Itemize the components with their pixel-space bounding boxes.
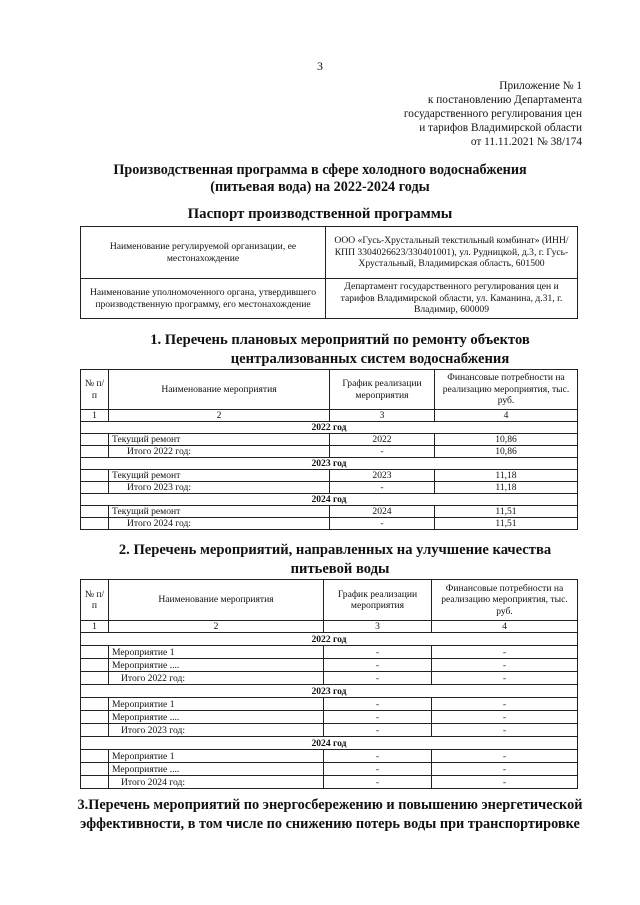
col-header-name: Наименование мероприятия xyxy=(109,370,330,410)
passport-label: Наименование регулируемой организации, ее местонахождение xyxy=(81,227,326,279)
table-colnum-row xyxy=(81,410,578,422)
year-label: 2023 год xyxy=(81,685,578,698)
item-finance: 11,51 xyxy=(435,506,578,518)
total-label: Итого 2023 год: xyxy=(109,482,330,494)
table-row xyxy=(81,227,578,279)
section-heading-line: питьевой воды xyxy=(290,561,390,577)
passport-label: Наименование уполномоченного органа, утвердившего производственную программу, его местонахождение xyxy=(81,279,326,319)
cell xyxy=(81,763,109,776)
year-row xyxy=(81,685,578,698)
total-finance: - xyxy=(432,672,578,685)
year-row xyxy=(81,458,578,470)
colnum: 3 xyxy=(330,410,435,422)
table-header-row xyxy=(81,370,578,410)
total-label: Итого 2024 год: xyxy=(109,518,330,530)
year-label: 2022 год xyxy=(81,422,578,434)
item-name: Мероприятие 1 xyxy=(109,750,324,763)
item-schedule: - xyxy=(324,711,432,724)
cell xyxy=(81,672,109,685)
item-name: Мероприятие 1 xyxy=(109,646,324,659)
year-label: 2024 год xyxy=(81,737,578,750)
cell xyxy=(81,711,109,724)
item-schedule: 2022 xyxy=(330,434,435,446)
item-schedule: 2024 xyxy=(330,506,435,518)
table-colnum-row xyxy=(81,621,578,633)
total-label: Итого 2022 год: xyxy=(109,672,324,685)
appendix-line: Приложение № 1 xyxy=(499,80,582,92)
passport-table xyxy=(80,226,578,319)
section-heading-line: 1. Перечень плановых мероприятий по ремонту объектов xyxy=(150,332,530,348)
year-label: 2023 год xyxy=(81,458,578,470)
item-schedule: 2023 xyxy=(330,470,435,482)
appendix-line: от 11.11.2021 № 38/174 xyxy=(470,136,582,148)
table-header-row xyxy=(81,580,578,621)
col-header-name: Наименование мероприятия xyxy=(109,580,324,621)
cell xyxy=(81,506,109,518)
colnum: 4 xyxy=(432,621,578,633)
cell xyxy=(81,646,109,659)
appendix-line: к постановлению Департамента xyxy=(427,94,582,106)
item-name: Мероприятие .... xyxy=(109,763,324,776)
total-schedule: - xyxy=(324,724,432,737)
total-finance: 11,51 xyxy=(435,518,578,530)
total-schedule: - xyxy=(330,482,435,494)
section-heading-line: 3.Перечень мероприятий по энергосбережению и повышению энергетической xyxy=(77,797,583,813)
col-header-num: № п/п xyxy=(81,370,109,410)
repair-table xyxy=(80,369,578,530)
item-name: Текущий ремонт xyxy=(109,434,330,446)
colnum: 1 xyxy=(81,621,109,633)
table-row xyxy=(81,470,578,482)
item-finance: - xyxy=(432,763,578,776)
main-title-line: (питьевая вода) на 2022-2024 годы xyxy=(210,179,430,195)
item-finance: 10,86 xyxy=(435,434,578,446)
cell xyxy=(81,434,109,446)
table-row xyxy=(81,434,578,446)
total-row xyxy=(81,724,578,737)
total-schedule: - xyxy=(330,518,435,530)
table-row xyxy=(81,279,578,319)
year-row xyxy=(81,633,578,646)
cell xyxy=(81,518,109,530)
total-row xyxy=(81,482,578,494)
item-schedule: - xyxy=(324,763,432,776)
colnum: 2 xyxy=(109,410,330,422)
cell xyxy=(81,698,109,711)
cell xyxy=(81,659,109,672)
table-row xyxy=(81,659,578,672)
table-row xyxy=(81,711,578,724)
total-row xyxy=(81,672,578,685)
table-row xyxy=(81,698,578,711)
total-label: Итого 2022 год: xyxy=(109,446,330,458)
total-row xyxy=(81,518,578,530)
total-finance: - xyxy=(432,776,578,789)
total-schedule: - xyxy=(324,776,432,789)
section2-heading xyxy=(0,541,640,579)
passport-value: ООО «Гусь-Хрустальный текстильный комбинат» (ИНН/КПП 3304026623/330401001), ул. Рудницкой, д.3, г. Гусь-Хрустальный, Владимирская область, 601500 xyxy=(326,227,578,279)
total-row xyxy=(81,776,578,789)
section-heading-line: эффективности, в том числе по снижению потерь воды при транспортировке xyxy=(80,816,580,832)
col-header-schedule: График реализации мероприятия xyxy=(330,370,435,410)
page-number: 3 xyxy=(317,59,323,73)
item-schedule: - xyxy=(324,698,432,711)
item-name: Текущий ремонт xyxy=(109,506,330,518)
total-row xyxy=(81,446,578,458)
item-finance: - xyxy=(432,711,578,724)
main-title-line: Производственная программа в сфере холодного водоснабжения xyxy=(113,162,527,178)
cell xyxy=(81,750,109,763)
total-label: Итого 2023 год: xyxy=(109,724,324,737)
total-label: Итого 2024 год: xyxy=(109,776,324,789)
total-schedule: - xyxy=(324,672,432,685)
year-label: 2024 год xyxy=(81,494,578,506)
item-finance: - xyxy=(432,698,578,711)
item-finance: - xyxy=(432,646,578,659)
colnum: 1 xyxy=(81,410,109,422)
total-finance: - xyxy=(432,724,578,737)
cell xyxy=(81,482,109,494)
cell xyxy=(81,776,109,789)
item-schedule: - xyxy=(324,750,432,763)
table-row xyxy=(81,750,578,763)
year-row xyxy=(81,422,578,434)
main-title xyxy=(0,162,640,196)
col-header-schedule: График реализации мероприятия xyxy=(324,580,432,621)
year-label: 2022 год xyxy=(81,633,578,646)
table-row xyxy=(81,506,578,518)
colnum: 3 xyxy=(324,621,432,633)
colnum: 4 xyxy=(435,410,578,422)
item-name: Мероприятие .... xyxy=(109,659,324,672)
appendix-line: и тарифов Владимирской области xyxy=(419,122,582,134)
item-name: Мероприятие 1 xyxy=(109,698,324,711)
item-schedule: - xyxy=(324,646,432,659)
col-header-finance: Финансовые потребности на реализацию мероприятия, тыс. руб. xyxy=(432,580,578,621)
col-header-finance: Финансовые потребности на реализацию мероприятия, тыс. руб. xyxy=(435,370,578,410)
appendix-line: государственного регулирования цен xyxy=(403,108,582,120)
item-name: Текущий ремонт xyxy=(109,470,330,482)
table-row xyxy=(81,646,578,659)
year-row xyxy=(81,494,578,506)
item-finance: - xyxy=(432,659,578,672)
item-schedule: - xyxy=(324,659,432,672)
colnum: 2 xyxy=(109,621,324,633)
year-row xyxy=(81,737,578,750)
cell xyxy=(81,724,109,737)
table-row xyxy=(81,763,578,776)
cell xyxy=(81,446,109,458)
passport-title: Паспорт производственной программы xyxy=(187,206,453,222)
section-heading-line: централизованных систем водоснабжения xyxy=(230,351,510,367)
appendix-block xyxy=(404,79,582,149)
section3-heading xyxy=(60,796,600,834)
item-name: Мероприятие .... xyxy=(109,711,324,724)
item-finance: - xyxy=(432,750,578,763)
total-finance: 10,86 xyxy=(435,446,578,458)
section1-heading xyxy=(0,331,640,369)
quality-table xyxy=(80,579,578,789)
total-finance: 11,18 xyxy=(435,482,578,494)
total-schedule: - xyxy=(330,446,435,458)
col-header-num: № п/п xyxy=(81,580,109,621)
section-heading-line: 2. Перечень мероприятий, направленных на улучшение качества xyxy=(118,542,552,558)
item-finance: 11,18 xyxy=(435,470,578,482)
passport-value: Департамент государственного регулирования цен и тарифов Владимирской области, ул. Каманина, д.31, г. Владимир, 600009 xyxy=(326,279,578,319)
cell xyxy=(81,470,109,482)
